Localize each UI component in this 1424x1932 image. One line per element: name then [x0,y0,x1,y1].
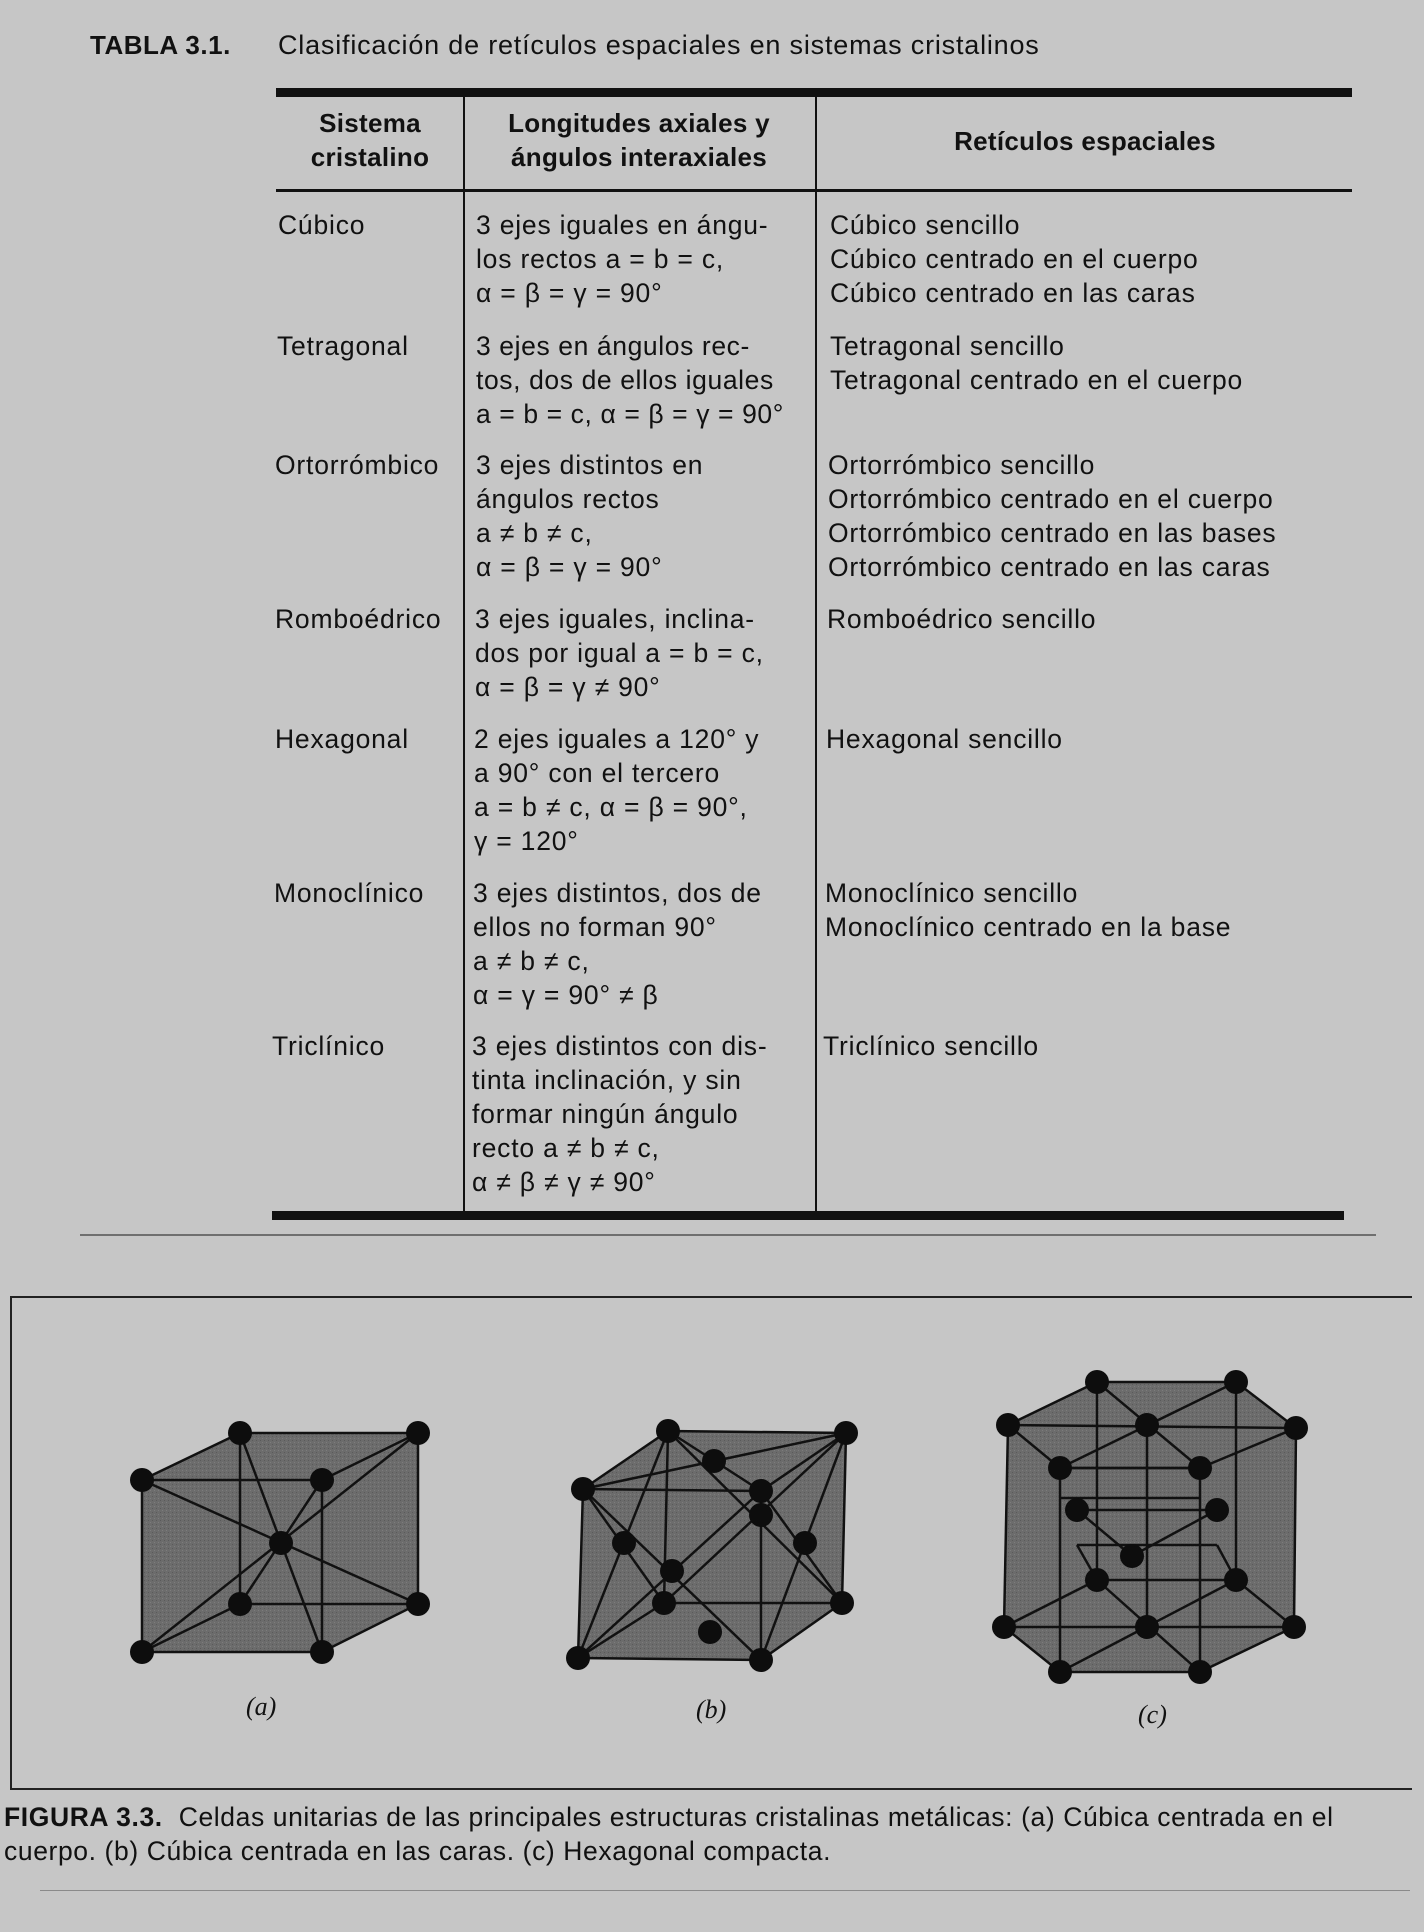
table-row-monoclinico-sistema: Monoclínico [274,878,425,908]
sublabel-a: (a) [246,1692,277,1721]
header-reticulos: Retículos espaciales [954,126,1216,156]
figure-caption-text: Celdas unitarias de las principales estructuras cristalinas metálicas: (a) Cúbica centrada en el cuerpo. (b) Cúbica centrada en las caras. (c) Hexagonal compacta. [4,1802,1334,1866]
table-row-cubico-longitudes: 3 ejes iguales en ángu- los rectos a = b = c, α = β = γ = 90° [476,210,769,308]
table-row-ortorrombico-reticulos: Ortorrómbico sencillo Ortorrómbico centrado en el cuerpo Ortorrómbico centrado en las bases Ortorrómbico centrado en las caras [828,450,1277,582]
table-row-tetragonal-reticulos: Tetragonal sencillo Tetragonal centrado en el cuerpo [830,331,1244,395]
figure-caption-label: FIGURA 3.3. [4,1802,163,1832]
table-row-romboedrico-longitudes: 3 ejes iguales, inclina- dos por igual a = b = c, α = β = γ ≠ 90° [475,604,764,702]
sublabel-b: (b) [696,1695,727,1724]
header-longitudes: Longitudes axiales y ángulos interaxiales [508,108,770,172]
table-title: Clasificación de retículos espaciales en sistemas cristalinos [278,30,1040,60]
table-row-hexagonal-sistema: Hexagonal [275,724,409,754]
table-row-cubico-reticulos: Cúbico sencillo Cúbico centrado en el cuerpo Cúbico centrado en las caras [830,210,1199,308]
table-row-monoclinico-reticulos: Monoclínico sencillo Monoclínico centrado en la base [825,878,1232,942]
table-row-triclinico-sistema: Triclínico [272,1031,386,1061]
figure-caption [4,1800,1414,1868]
table-row-ortorrombico-longitudes: 3 ejes distintos en ángulos rectos a ≠ b ≠ c, α = β = γ = 90° [476,450,704,582]
table-row-romboedrico-sistema: Romboédrico [275,604,442,634]
caption-separator [40,1890,1410,1891]
table-row-hexagonal-longitudes: 2 ejes iguales a 120° y a 90° con el tercero a = b ≠ c, α = β = 90°, γ = 120° [474,724,760,856]
table-row-tetragonal-longitudes: 3 ejes en ángulos rec- tos, dos de ellos iguales a = b = c, α = β = γ = 90° [476,331,784,429]
table-row-triclinico-reticulos: Triclínico sencillo [823,1031,1039,1061]
table-row-tetragonal-sistema: Tetragonal [277,331,409,361]
table-row-cubico-sistema: Cúbico [278,210,366,240]
table-row-hexagonal-reticulos: Hexagonal sencillo [826,724,1063,754]
header-sistema: Sistema cristalino [310,108,430,172]
table-row-romboedrico-reticulos: Romboédrico sencillo [827,604,1097,634]
sublabel-c: (c) [1138,1700,1167,1729]
table-row-triclinico-longitudes: 3 ejes distintos con dis- tinta inclinación, y sin formar ningún ángulo recto a ≠ b ≠ c, α ≠ β ≠ γ ≠ 90° [472,1031,768,1197]
table-row-ortorrombico-sistema: Ortorrómbico [275,450,440,480]
table-row-monoclinico-longitudes: 3 ejes distintos, dos de ellos no forman 90° a ≠ b ≠ c, α = γ = 90° ≠ β [473,878,762,1010]
table-label: TABLA 3.1. [90,30,231,60]
